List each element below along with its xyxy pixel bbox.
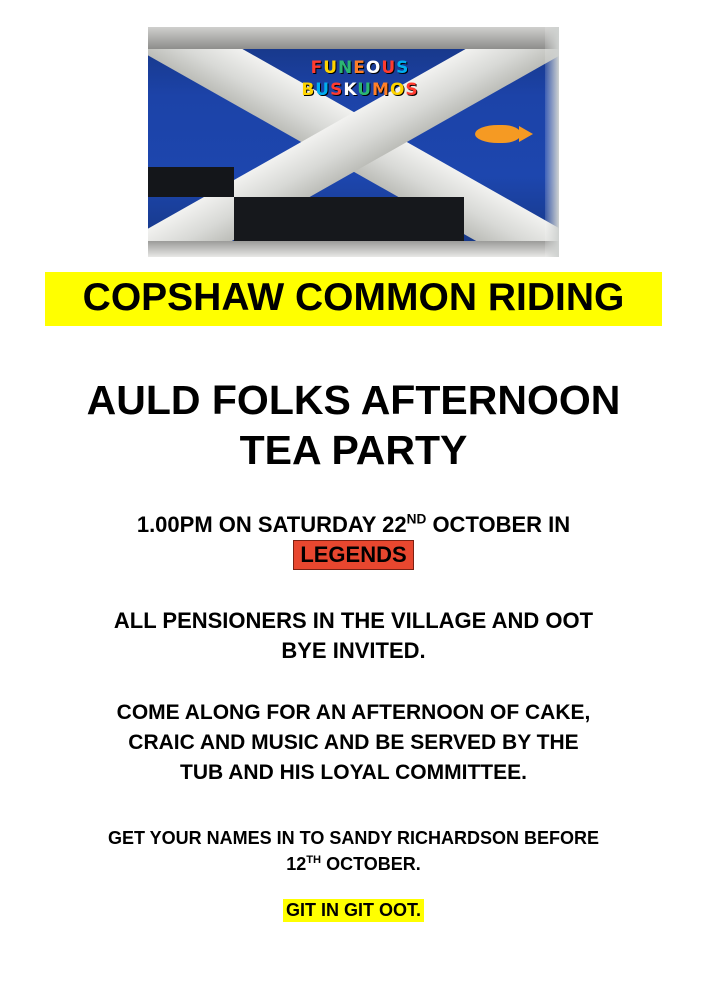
event-when-block (0, 510, 707, 570)
description-line-3: TUB AND HIS LOYAL COMMITTEE. (180, 761, 527, 784)
footer-slogan-block (0, 900, 707, 921)
event-venue-line (0, 540, 707, 570)
main-heading-line-1: AULD FOLKS AFTERNOON (86, 377, 621, 423)
description-line-1: COME ALONG FOR AN AFTERNOON OF CAKE, (116, 701, 591, 724)
main-heading (0, 375, 707, 475)
event-datetime-prefix: 1.00PM ON SATURDAY 22 (136, 512, 407, 537)
description-line-2: CRAIC AND MUSIC AND BE SERVED BY THE (128, 731, 579, 754)
invitation-block (0, 606, 707, 666)
event-title-band (45, 272, 662, 326)
saltire-flag-photo (148, 27, 559, 257)
photo-top-strip (148, 27, 559, 49)
invitation-line-1: ALL PENSIONERS IN THE VILLAGE AND OOT (113, 608, 594, 633)
page-title: COPSHAW COMMON RIDING (82, 276, 625, 319)
photo-right-edge (545, 27, 559, 257)
event-datetime-suffix: OCTOBER IN (426, 512, 571, 537)
main-heading-line-2: TEA PARTY (239, 427, 468, 473)
rsvp-deadline-ordinal: TH (306, 854, 322, 866)
rsvp-block (0, 825, 707, 877)
footer-slogan: GIT IN GIT OOT. (283, 899, 424, 922)
fish-icon (475, 125, 521, 143)
photo-dark-patch-left (148, 167, 234, 197)
photo-dark-patch-bottom (234, 197, 464, 241)
flag-banner-text: FUNEOUS BUSKUMOS (301, 58, 419, 100)
rsvp-deadline-number: 12 (286, 854, 307, 874)
photo-bottom-strip (148, 241, 559, 257)
venue-name: LEGENDS (293, 540, 413, 570)
rsvp-deadline-suffix: OCTOBER. (321, 854, 421, 874)
rsvp-line-2 (0, 851, 707, 877)
event-datetime-line (0, 510, 707, 540)
date-ordinal-suffix: ND (406, 511, 427, 527)
rsvp-line-1: GET YOUR NAMES IN TO SANDY RICHARDSON BEFORE (107, 828, 600, 848)
invitation-line-2: BYE INVITED. (281, 638, 426, 663)
description-block (0, 698, 707, 788)
